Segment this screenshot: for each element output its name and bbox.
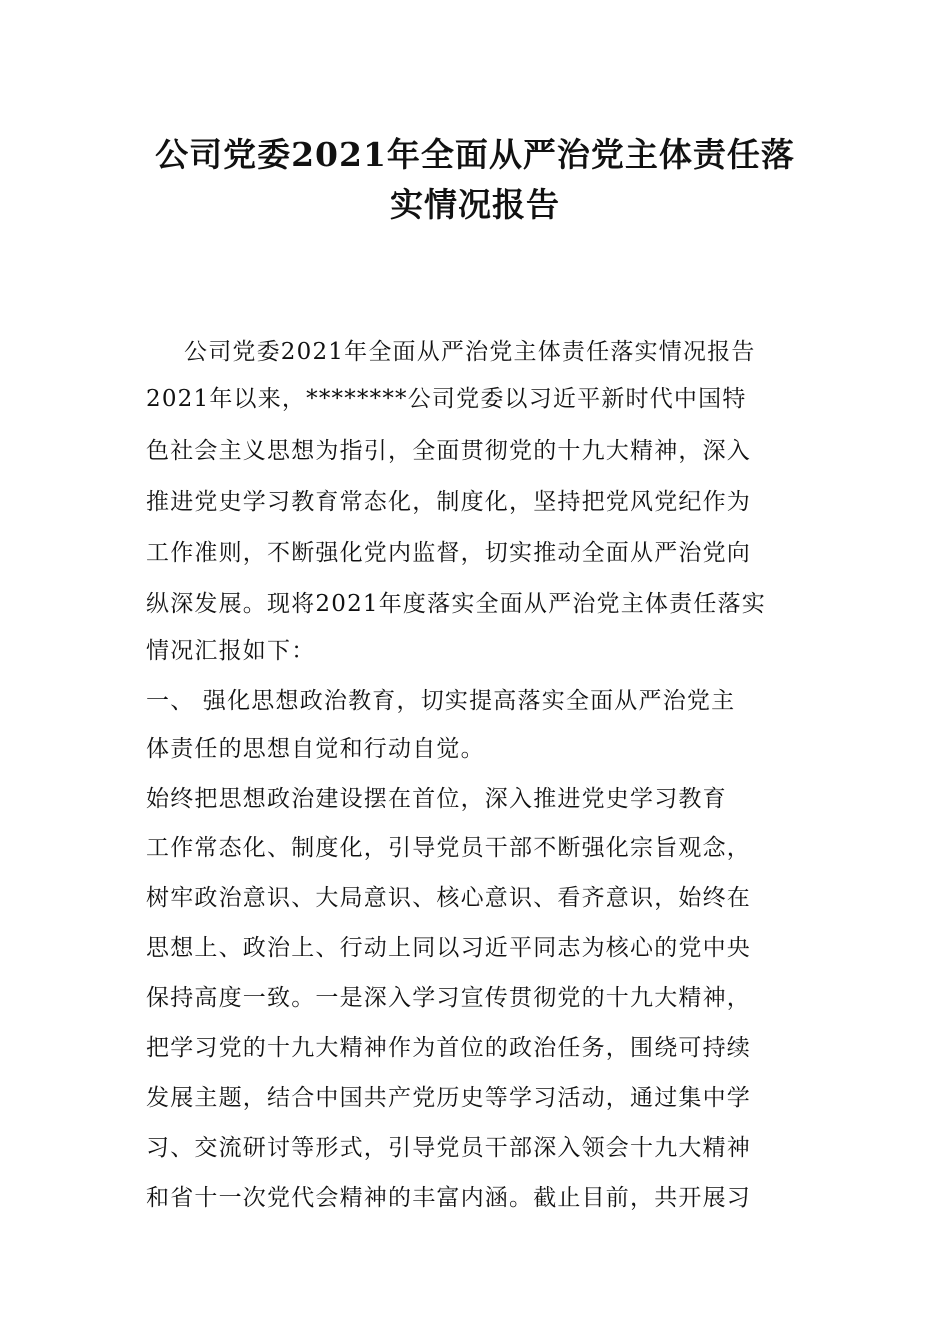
section-heading-1: 一、 强化思想政治教育，切实提高落实全面从严治党主	[146, 688, 736, 714]
document-title-line-1: 公司党委2021年全面从严治党主体责任落	[155, 135, 795, 174]
body-line: 工作准则，不断强化党内监督，切实推动全面从严治党向	[146, 540, 751, 566]
body-line: 保持高度一致。一是深入学习宣传贯彻党的十九大精神，	[146, 985, 751, 1011]
body-line: 推进党史学习教育常态化，制度化，坚持把党风党纪作为	[146, 489, 751, 515]
body-line: 和省十一次党代会精神的丰富内涵。截止目前，共开展习	[146, 1185, 751, 1211]
body-line: 发展主题，结合中国共产党历史等学习活动，通过集中学	[146, 1085, 751, 1111]
body-line: 思想上、政治上、行动上同以习近平同志为核心的党中央	[146, 935, 751, 961]
report-subtitle: 公司党委2021年全面从严治党主体责任落实情况报告	[184, 339, 756, 365]
body-line: 把学习党的十九大精神作为首位的政治任务，围绕可持续	[146, 1035, 751, 1061]
body-line: 工作常态化、制度化，引导党员干部不断强化宗旨观念，	[146, 835, 751, 861]
body-line: 情况汇报如下：	[146, 638, 316, 664]
body-line: 2021年以来，********公司党委以习近平新时代中国特	[146, 386, 747, 412]
body-line: 纵深发展。现将2021年度落实全面从严治党主体责任落实	[146, 591, 766, 617]
document-title	[0, 130, 950, 230]
document-title-line-2: 实情况报告	[390, 185, 560, 224]
body-line: 树牢政治意识、大局意识、核心意识、看齐意识，始终在	[146, 885, 751, 911]
body-line: 习、交流研讨等形式，引导党员干部深入领会十九大精神	[146, 1135, 751, 1161]
body-line: 始终把思想政治建设摆在首位，深入推进党史学习教育	[146, 786, 727, 812]
section-heading-1-cont: 体责任的思想自觉和行动自觉。	[146, 736, 485, 762]
body-line: 色社会主义思想为指引，全面贯彻党的十九大精神，深入	[146, 438, 751, 464]
